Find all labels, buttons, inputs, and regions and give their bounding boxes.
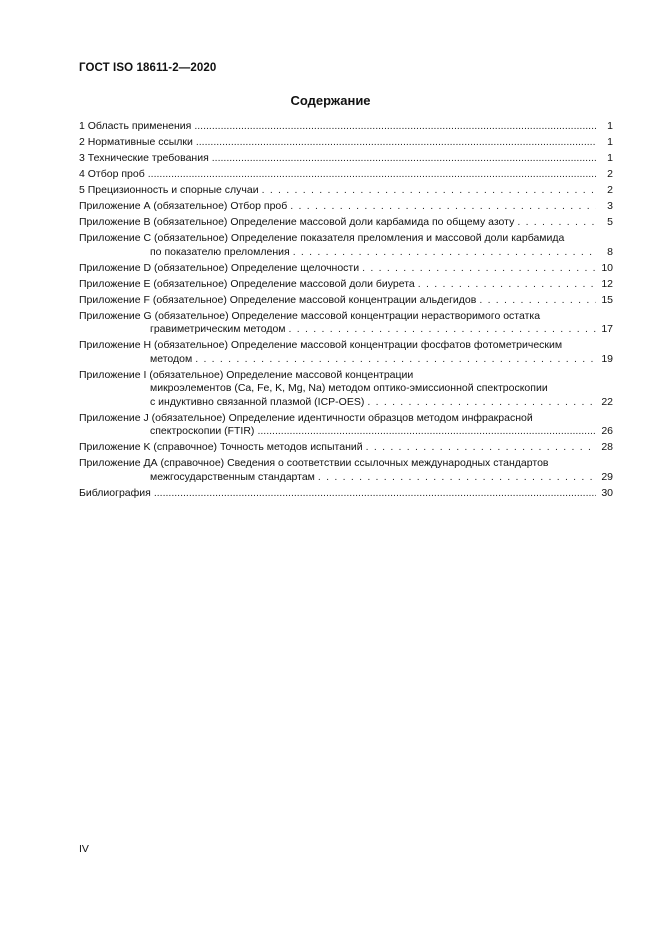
toc-entry-title: методом bbox=[150, 352, 193, 365]
toc-entry-title: Приложение Н (обязательное) Определение массовой концентрации фосфатов фотометрическим bbox=[79, 339, 563, 351]
toc-leader-dots bbox=[318, 471, 596, 485]
toc-entry-title: гравиметрическим методом bbox=[150, 323, 286, 335]
toc-entry-title: по показателю преломления bbox=[150, 245, 290, 258]
toc-entry-page: 17 bbox=[601, 323, 613, 335]
toc-entry-title: Приложение G (обязательное) Определение массовой концентрации нерастворимого остатка bbox=[79, 309, 541, 322]
toc-entry-title: 3 Технические требования bbox=[79, 152, 209, 164]
toc-entry-title: Приложение А (обязательное) Отбор проб bbox=[79, 200, 288, 212]
toc-leader-dots bbox=[366, 441, 596, 455]
toc-entry-page: 10 bbox=[601, 261, 613, 274]
toc-entry-page: 5 bbox=[607, 216, 613, 228]
toc-entry[interactable] bbox=[79, 232, 613, 259]
toc-leader-dots bbox=[293, 246, 596, 260]
toc-leader-dots bbox=[362, 262, 596, 276]
toc-entry[interactable] bbox=[79, 262, 613, 276]
toc-leader-dots bbox=[262, 184, 596, 198]
toc-leader-dots bbox=[289, 323, 596, 337]
toc-entry[interactable] bbox=[79, 278, 613, 292]
toc-entry[interactable] bbox=[79, 168, 613, 182]
toc-entry-title: Библиография bbox=[79, 486, 151, 499]
toc-entry-page: 1 bbox=[607, 136, 613, 148]
toc-entry-title: Приложение С (обязательное) Определение показателя преломления и массовой доли карбамида bbox=[79, 232, 565, 244]
toc-entry-page: 2 bbox=[607, 184, 613, 196]
toc-entry-title: 2 Нормативные ссылки bbox=[79, 136, 193, 148]
toc-entry-page: 8 bbox=[607, 245, 613, 258]
page-number: IV bbox=[79, 843, 89, 855]
toc-leader-dots bbox=[479, 294, 596, 308]
toc-entry[interactable] bbox=[79, 294, 613, 308]
toc-leader-dots bbox=[418, 278, 596, 292]
toc-entry-title: микроэлементов (Ca, Fe, K, Mg, Na) методом оптико-эмиссионной спектроскопии bbox=[150, 382, 548, 394]
toc-entry-page: 1 bbox=[607, 120, 613, 132]
toc-entry-page: 28 bbox=[601, 441, 613, 453]
toc-entry-title: Приложение J (обязательное) Определение идентичности образцов методом инфракрасной bbox=[79, 411, 533, 424]
toc-entry[interactable] bbox=[79, 441, 613, 455]
toc-entry-title: 4 Отбор проб bbox=[79, 168, 145, 180]
toc-entry[interactable] bbox=[79, 310, 613, 337]
toc-entry-page: 26 bbox=[601, 425, 613, 437]
toc-entry-page: 22 bbox=[601, 395, 613, 408]
toc-leader-dots bbox=[212, 152, 596, 166]
toc-entry-title: Приложение I (обязательное) Определение массовой концентрации bbox=[79, 368, 414, 381]
toc-leader-dots bbox=[195, 353, 596, 367]
toc-leader-dots bbox=[154, 487, 596, 501]
document-code: ГОСТ ISO 18611-2—2020 bbox=[79, 62, 217, 74]
toc-leader-dots bbox=[367, 396, 596, 410]
toc-entry[interactable] bbox=[79, 457, 613, 484]
toc-entry-page: 12 bbox=[601, 277, 613, 290]
table-of-contents bbox=[79, 120, 613, 503]
toc-entry[interactable] bbox=[79, 216, 613, 230]
toc-entry-page: 3 bbox=[607, 200, 613, 212]
toc-entry-page: 15 bbox=[601, 293, 613, 306]
toc-entry[interactable] bbox=[79, 120, 613, 134]
toc-entry-page: 29 bbox=[601, 470, 613, 483]
toc-entry[interactable] bbox=[79, 184, 613, 198]
toc-entry-title: Приложение ДА (справочное) Сведения о соответствии ссылочных международных стандартов bbox=[79, 457, 549, 469]
toc-entry-title: с индуктивно связанной плазмой (ICP-OES) bbox=[150, 395, 365, 408]
toc-leader-dots bbox=[517, 216, 596, 230]
toc-entry[interactable] bbox=[79, 412, 613, 439]
toc-entry[interactable] bbox=[79, 487, 613, 501]
toc-entry-page: 19 bbox=[601, 352, 613, 365]
toc-entry-title: Приложение В (обязательное) Определение массовой доли карбамида по общему азоту bbox=[79, 216, 515, 228]
toc-entry[interactable] bbox=[79, 152, 613, 166]
toc-leader-dots bbox=[194, 120, 596, 134]
toc-leader-dots bbox=[257, 425, 596, 439]
toc-entry-title: Приложение K (справочное) Точность методов испытаний bbox=[79, 441, 363, 453]
toc-title: Содержание bbox=[290, 93, 371, 108]
toc-entry-title: межгосударственным стандартам bbox=[150, 470, 315, 483]
toc-entry-title: Приложение D (обязательное) Определение щелочности bbox=[79, 261, 360, 274]
toc-leader-dots bbox=[196, 136, 596, 150]
toc-entry[interactable] bbox=[79, 339, 613, 366]
toc-entry[interactable] bbox=[79, 369, 613, 410]
toc-entry-title: Приложение Е (обязательное) Определение массовой доли биурета bbox=[79, 277, 415, 290]
toc-entry-title: 5 Прецизионность и спорные случаи bbox=[79, 184, 259, 196]
toc-leader-dots bbox=[148, 168, 596, 182]
toc-entry-title: 1 Область применения bbox=[79, 120, 192, 132]
toc-entry-page: 2 bbox=[607, 168, 613, 180]
toc-entry-title: Приложение F (обязательное) Определение массовой концентрации альдегидов bbox=[79, 293, 477, 306]
toc-entry[interactable] bbox=[79, 200, 613, 214]
toc-entry[interactable] bbox=[79, 136, 613, 150]
toc-entry-page: 30 bbox=[601, 486, 613, 499]
toc-entry-title: спектроскопии (FTIR) bbox=[150, 425, 255, 437]
toc-entry-page: 1 bbox=[607, 152, 613, 164]
toc-leader-dots bbox=[290, 200, 596, 214]
